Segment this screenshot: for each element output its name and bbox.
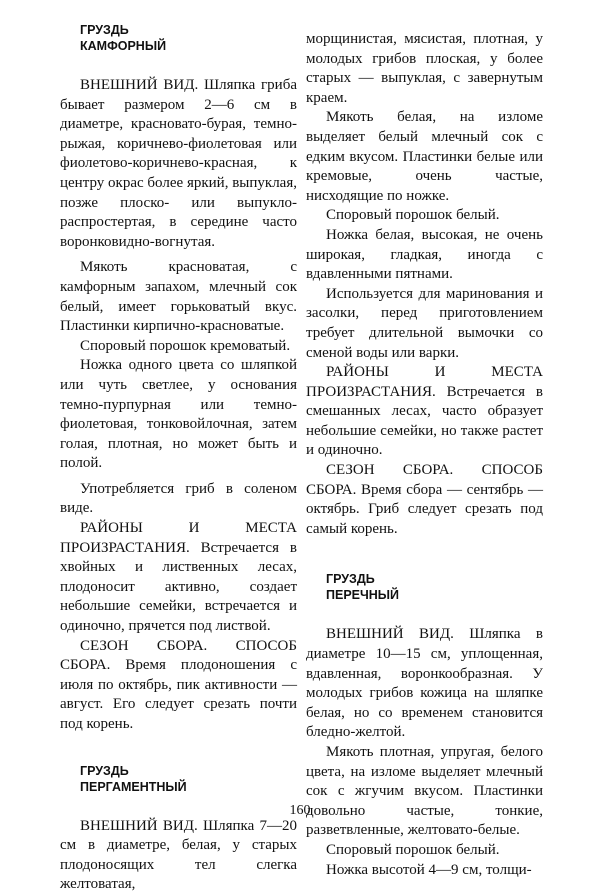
paragraph: Мякоть плотная, упругая, белого цвета, на изломе выделяет млечный сок с жгучим вкусом. Пластинки довольно частые, тонкие, разветвленные, желтовато-белые. (306, 744, 543, 839)
paragraph: Мякоть белая, на изломе выделяет белый млечный сок с едким вкусом. Пластинки белые или кремовые, очень частые, нисходящие по ножке. (306, 109, 543, 204)
paragraph: Споровый порошок белый. (326, 841, 500, 858)
paragraph: ВНЕШНИЙ ВИД. Шляпка 7—20 см в диаметре, белая, у старых плодоносящих тел слегка желтоватая, (60, 817, 297, 893)
paragraph: Ножка белая, высокая, не очень широкая, гладкая, иногда с вдавленными пятнами. (306, 226, 543, 283)
paragraph: ВНЕШНИЙ ВИД. Шляпка гриба бывает размером 2—6 см в диаметре, красновато-бурая, темно-рыжая, коричнево-фиолетовая или фиолетово-коричнево-красная, к центру окрас более яркий, выпуклая, позже плоско- или выпукло-распростертая, в середине часто воронковидно-вогнутая. (60, 77, 297, 250)
paragraph: Мякоть красноватая, с камфорным запахом, млечный сок белый, имеет горьковатый вкус. Пластинки кирпично-красноватые. (60, 259, 297, 335)
section-title-kamfornyi: ГРУЗДЬ КАМФОРНЫЙ (80, 23, 167, 53)
left-column (60, 22, 297, 895)
section-title-pergamentnyi: ГРУЗДЬ ПЕРГАМЕНТНЫЙ (80, 763, 187, 794)
section-title-perechnyi: ГРУЗДЬ ПЕРЕЧНЫЙ (326, 572, 400, 603)
paragraph: Употребляется гриб в соленом виде. (60, 480, 297, 517)
paragraph: ВНЕШНИЙ ВИД. Шляпка в диаметре 10—15 см, уплощенная, вдавленная, воронкообразная. У молодых грибов кожица на шляпке белая, но со временем становится бледно-желтой. (306, 626, 543, 741)
paragraph: РАЙОНЫ И МЕСТА ПРОИЗРАСТАНИЯ. Встречается в смешанных лесах, часто образует небольшие семейки, но также растет и одиночно. (306, 364, 543, 459)
paragraph: РАЙОНЫ И МЕСТА ПРОИЗРАСТАНИЯ. Встречается в хвойных и лиственных лесах, плодоносит активно, создает небольшие семейки, встречается и одиночно, прячется под листвой. (60, 520, 297, 635)
paragraph: морщинистая, мясистая, плотная, у молодых грибов плоская, у более старых — выпуклая, с завернутым краем. (306, 31, 543, 106)
paragraph: Споровый порошок кремоватый. (80, 337, 291, 354)
paragraph: СЕЗОН СБОРА. СПОСОБ СБОРА. Время плодоношения с июля по октябрь, пик активности — август. Его следует срезать почти под корень. (60, 637, 297, 732)
paragraph: Ножка высотой 4—9 см, толщи- (326, 861, 532, 878)
paragraph: Споровый порошок белый. (326, 207, 500, 224)
right-column (306, 30, 543, 880)
paragraph: Ножка одного цвета со шляпкой или чуть светлее, у основания темно-пурпурная или темно-фиолетовая, тонковойлочная, затем голая, плотная, но может быть и полой. (60, 357, 297, 472)
page-number: 160 (289, 803, 311, 818)
paragraph: СЕЗОН СБОРА. СПОСОБ СБОРА. Время сбора — сентябрь — октябрь. Гриб следует срезать под самый корень. (306, 462, 543, 537)
paragraph: Используется для маринования и засолки, перед приготовлением требует длительной вымочки со сменой воды или варки. (306, 285, 543, 361)
